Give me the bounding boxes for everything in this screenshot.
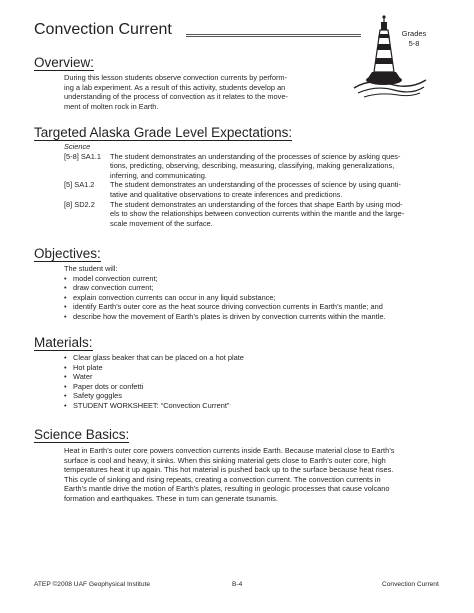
- science-line: This cycle of sinking and rising repeats, creating a convection current. The convection currents in: [64, 474, 381, 484]
- list-item: • Clear glass beaker that can be placed on a hot plate: [64, 353, 444, 363]
- materials-section: [64, 353, 444, 411]
- gle-heading: Targeted Alaska Grade Level Expectations:: [34, 125, 293, 140]
- materials-list: [64, 353, 444, 411]
- overview-line: understanding of the process of convection as it relates to the move-: [64, 92, 288, 102]
- list-item: • Hot plate: [64, 363, 444, 373]
- objectives-section: [64, 264, 444, 322]
- footer-left: ATEP ©2008 UAF Geophysical Institute: [34, 581, 151, 588]
- gle-code: [8] SD2.2: [64, 199, 95, 209]
- page-title: Convection Current: [34, 21, 172, 38]
- objectives-heading: Objectives:: [34, 246, 101, 261]
- gle-line: inferring, and communicating.: [110, 170, 207, 180]
- footer-page-number: B-4: [232, 581, 243, 588]
- list-item: • draw convection current;: [64, 283, 444, 293]
- gle-section: [64, 142, 464, 228]
- list-item: • Safety goggles: [64, 391, 444, 401]
- science-line: Earth’s mantle drive the motion of Earth’s plates, resulting in geologic processes that cause volcano: [64, 484, 390, 494]
- gle-code: [5-8] SA1.1: [64, 151, 101, 161]
- list-item: • explain convection currents can occur in any liquid substance;: [64, 293, 444, 303]
- objectives-list: [64, 274, 444, 322]
- gle-line: The student demonstrates an understanding of the processes of science by using quanti-: [110, 180, 401, 190]
- science-basics-paragraph: [64, 446, 454, 504]
- overview-line: ment of molten rock in Earth.: [64, 101, 159, 111]
- science-line: surface is cool and heavy, it sinks. When this sinking material gets close to Earth’s outer core, high: [64, 455, 386, 465]
- overview-paragraph: [64, 73, 444, 111]
- gle-subject: Science: [64, 142, 91, 151]
- science-basics-heading: Science Basics:: [34, 427, 130, 442]
- title-rule: [186, 34, 361, 37]
- gle-line: els to show the relationships between convection currents within the mantle and the large-: [110, 209, 405, 219]
- gle-line: scale movement of the surface.: [110, 218, 213, 228]
- gle-item: [64, 180, 464, 199]
- list-item: • Paper dots or confetti: [64, 382, 444, 392]
- list-item: • STUDENT WORKSHEET: “Convection Current”: [64, 401, 444, 411]
- gle-line: The student demonstrates an understanding of the forces that shape Earth by using mod-: [110, 199, 403, 209]
- gle-item: [64, 152, 464, 181]
- science-line: Heat in Earth’s outer core powers convection currents inside Earth. Because material close to Earth’s: [64, 446, 395, 455]
- list-item: • describe how the movement of Earth’s plates is driven by convection currents within the mantle.: [64, 312, 444, 322]
- list-item: • model convection current;: [64, 274, 444, 284]
- grades-badge: [398, 29, 430, 49]
- gle-line: The student demonstrates an understanding of the processes of science by asking ques-: [110, 151, 401, 161]
- gle-line: tative and qualitative observations to create inferences and predictions.: [110, 189, 343, 199]
- footer-right: Convection Current: [382, 581, 439, 588]
- gle-code: [5] SA1.2: [64, 180, 95, 190]
- materials-heading: Materials:: [34, 335, 93, 350]
- gle-item: [64, 200, 464, 229]
- science-line: formation and earthquakes. These in turn can generate tsunamis.: [64, 493, 278, 503]
- objectives-intro: The student will:: [64, 264, 118, 273]
- overview-line: During this lesson students observe convection currents by perform-: [64, 73, 288, 82]
- overview-heading: Overview:: [34, 55, 95, 70]
- science-line: temperatures heat it up again. This hot material is pushed back up to the surface because heat rises.: [64, 465, 394, 475]
- overview-line: ing a lab experiment. As a result of this activity, students develop an: [64, 82, 286, 92]
- list-item: • Water: [64, 372, 444, 382]
- grades-label: Grades: [401, 29, 427, 38]
- grades-range: 5-8: [408, 39, 420, 48]
- list-item: • identify Earth’s outer core as the heat source driving convection currents in Earth’s mantle; and: [64, 302, 444, 312]
- gle-line: tions, predicting, observing, describing, measuring, classifying, making generalizations,: [110, 161, 395, 171]
